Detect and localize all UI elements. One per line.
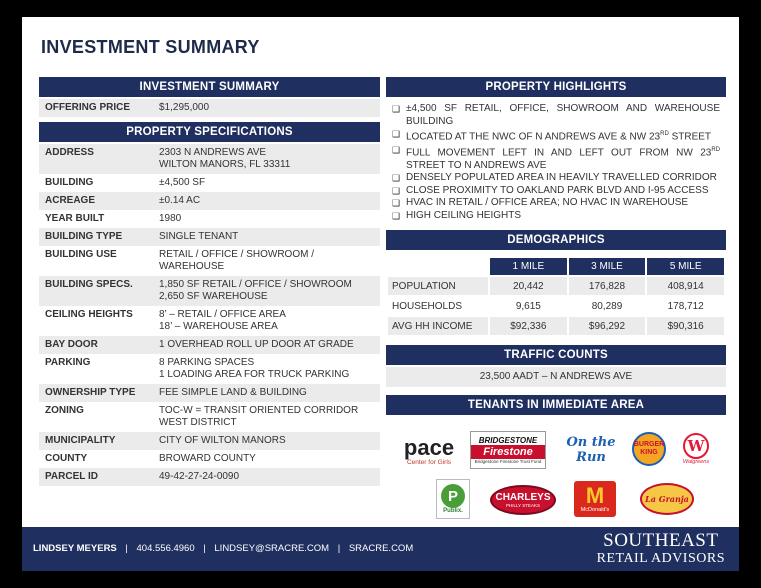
demographics-header: DEMOGRAPHICS (386, 230, 726, 250)
table-row (39, 384, 380, 402)
firestone-wordmark: Firestone (471, 445, 545, 459)
tenant-logos (386, 415, 726, 525)
publix-logo (436, 479, 470, 519)
property-specifications-header: PROPERTY SPECIFICATIONS (39, 122, 380, 142)
highlight-text: LOCATED AT THE NWC OF N ANDREWS AVE & NW 23RD STREET (406, 131, 712, 143)
pace-wordmark: pace (403, 434, 455, 460)
demographics-corner (388, 258, 488, 275)
spec-label: MUNICIPALITY (45, 435, 116, 446)
table-row (39, 246, 380, 276)
demographics-table (386, 256, 726, 337)
spec-label: CEILING HEIGHTS (45, 309, 133, 320)
footer-contact (33, 543, 413, 554)
investment-summary-page (22, 17, 739, 571)
publix-mark: P (441, 484, 465, 508)
spec-value-line-1: 1 OVERHEAD ROLL UP DOOR AT GRADE (159, 339, 354, 350)
spec-value-line-1: BROWARD COUNTY (159, 453, 256, 464)
walgreens-mark: W (683, 433, 709, 459)
spec-label: ACREAGE (45, 195, 96, 206)
checkbox-bullet-icon: ❑ (392, 104, 401, 114)
spec-value-line-1: 8 PARKING SPACES (159, 357, 255, 368)
table-row (39, 276, 380, 306)
brand-line-2: RETAIL ADVISORS (596, 551, 725, 566)
spec-value-line-2: 1 LOADING AREA FOR TRUCK PARKING (159, 369, 350, 380)
list-item (392, 185, 720, 198)
pace-logo (394, 431, 464, 471)
spec-table (39, 144, 380, 486)
spec-value (151, 306, 380, 336)
spec-value-line-1: SINGLE TENANT (159, 231, 239, 242)
burger-king-word-2: KING (640, 449, 658, 457)
demographics-col-1: 1 MILE (490, 258, 567, 275)
firestone-subtitle: Bridgestone Firestone Trust Fund (474, 459, 542, 465)
on-the-run-logo (556, 435, 626, 465)
spec-value-line-2: 18’ – WAREHOUSE AREA (159, 321, 278, 332)
property-highlights-header: PROPERTY HIGHLIGHTS (386, 77, 726, 97)
spec-value (151, 468, 380, 486)
population-label: POPULATION (388, 277, 488, 295)
southeast-retail-advisors-logo (597, 531, 725, 567)
highlight-text: DENSELY POPULATED AREA IN HEAVILY TRAVELLED CORRIDOR (406, 172, 717, 184)
table-row (39, 192, 380, 210)
spec-value (151, 432, 380, 450)
income-3mile: $96,292 (569, 317, 646, 335)
table-row (39, 336, 380, 354)
spec-value-line-1: FEE SIMPLE LAND & BUILDING (159, 387, 307, 398)
highlights-list (386, 97, 726, 224)
publix-wordmark: Publix. (443, 508, 463, 515)
footer-divider: | (203, 543, 206, 554)
walgreens-wordmark: Walgreens (682, 459, 710, 466)
agent-name: LINDSEY MEYERS (33, 543, 117, 554)
traffic-counts-header: TRAFFIC COUNTS (386, 345, 726, 365)
list-item (392, 172, 720, 185)
checkbox-bullet-icon: ❑ (392, 210, 401, 221)
offering-price-row (39, 99, 380, 117)
spec-value-line-1: 49-42-27-24-0090 (159, 471, 240, 482)
spec-value-line-1: 1980 (159, 213, 182, 224)
highlight-text: ±4,500 SF RETAIL, OFFICE, SHOWROOM AND WAREHOUSE BUILDING (406, 103, 720, 127)
on-the-run-wordmark: On the Run (566, 435, 616, 466)
spec-label: BUILDING TYPE (45, 231, 123, 242)
income-label: AVG HH INCOME (388, 317, 488, 335)
website-link[interactable]: SRACRE.COM (348, 543, 414, 554)
spec-value (151, 402, 380, 432)
highlight-text: FULL MOVEMENT LEFT IN AND LEFT OUT FROM NW 23RD STREET TO N ANDREWS AVE (406, 146, 720, 171)
spec-label: OWNERSHIP TYPE (45, 387, 136, 398)
spec-value-line-2: WAREHOUSE (159, 261, 225, 272)
spec-value-line-1: 2303 N ANDREWS AVE (159, 147, 267, 158)
table-row (388, 297, 724, 315)
spec-value-line-2: WILTON MANORS, FL 33311 (159, 159, 291, 170)
spec-label: BUILDING (45, 177, 94, 188)
households-label: HOUSEHOLDS (392, 300, 463, 312)
spec-label: ZONING (45, 405, 84, 416)
households-3mile: 80,289 (591, 300, 623, 312)
investment-summary-header: INVESTMENT SUMMARY (39, 77, 380, 97)
table-row (39, 174, 380, 192)
tenants-header: TENANTS IN IMMEDIATE AREA (386, 395, 726, 415)
spec-value (151, 276, 380, 306)
spec-label: ADDRESS (45, 147, 94, 158)
page-title: INVESTMENT SUMMARY (41, 37, 260, 57)
agent-email-link[interactable]: LINDSEY@SRACRE.COM (214, 543, 330, 554)
burger-king-word-1: BURGER (633, 441, 665, 449)
demographics-col-2: 3 MILE (569, 258, 646, 275)
spec-value-line-2: 2,650 SF WAREHOUSE (159, 291, 268, 302)
list-item (392, 197, 720, 210)
spec-value (151, 384, 380, 402)
pace-subtitle: Center for Girls (406, 458, 452, 466)
table-row (39, 354, 380, 384)
table-row (39, 144, 380, 174)
spec-label: PARKING (45, 357, 91, 368)
highlight-text: HVAC IN RETAIL / OFFICE AREA; NO HVAC IN WAREHOUSE (406, 197, 689, 209)
walgreens-logo (674, 429, 718, 469)
charleys-logo (490, 485, 556, 515)
spec-value (151, 336, 380, 354)
bridgestone-wordmark: BRIDGESTONE (478, 436, 538, 446)
right-column (386, 77, 726, 525)
spec-value (151, 192, 380, 210)
charleys-subtitle: PHILLY STEAKS (505, 503, 541, 509)
spec-value (151, 144, 380, 174)
footer (22, 527, 739, 571)
spec-value (151, 450, 380, 468)
checkbox-bullet-icon: ❑ (392, 185, 401, 196)
list-item (392, 128, 720, 144)
burger-king-logo (632, 432, 666, 466)
households-1mile: 9,615 (515, 300, 541, 312)
offering-price-value: $1,295,000 (159, 102, 210, 113)
population-1mile: 20,442 (490, 277, 567, 295)
income-5mile: $90,316 (647, 317, 724, 335)
table-row (39, 468, 380, 486)
table-row (39, 228, 380, 246)
mcdonalds-mark: M (585, 483, 605, 509)
spec-value (151, 246, 380, 276)
households-5mile: 178,712 (667, 300, 704, 312)
income-1mile: $92,336 (490, 317, 567, 335)
population-5mile: 408,914 (647, 277, 724, 295)
la-granja-logo (640, 483, 694, 515)
demographics-col-3: 5 MILE (647, 258, 724, 275)
offering-price-label: OFFERING PRICE (45, 102, 131, 113)
footer-divider: | (337, 543, 341, 554)
table-row (39, 432, 380, 450)
table-row (39, 306, 380, 336)
agent-phone[interactable]: 404.556.4960 (136, 543, 195, 554)
table-row (388, 317, 724, 335)
spec-value-line-2: WEST DISTRICT (159, 417, 237, 428)
table-row (39, 402, 380, 432)
highlight-text: HIGH CEILING HEIGHTS (406, 209, 522, 221)
spec-label: BAY DOOR (45, 339, 98, 350)
table-row (388, 277, 724, 295)
checkbox-bullet-icon: ❑ (392, 198, 401, 209)
mcdonalds-wordmark: McDonald's (580, 507, 610, 514)
spec-label: COUNTY (45, 453, 88, 464)
spec-label: PARCEL ID (45, 471, 98, 482)
mcdonalds-logo (574, 481, 616, 517)
spec-label: BUILDING USE (45, 249, 117, 260)
checkbox-bullet-icon: ❑ (392, 144, 401, 155)
bridgestone-firestone-logo (470, 431, 546, 469)
spec-value-line-1: 1,850 SF RETAIL / OFFICE / SHOWROOM (159, 279, 352, 290)
spec-value-line-1: RETAIL / OFFICE / SHOWROOM / (159, 249, 315, 260)
table-row (39, 210, 380, 228)
traffic-count-value: 23,500 AADT – N ANDREWS AVE (386, 367, 726, 387)
spec-value (151, 354, 380, 384)
checkbox-bullet-icon: ❑ (392, 129, 401, 139)
spec-value-line-1: TOC-W = TRANSIT ORIENTED CORRIDOR (159, 405, 359, 416)
brand-line-1: SOUTHEAST (603, 530, 719, 551)
la-granja-wordmark: La Granja (645, 494, 689, 505)
spec-value-line-1: 8’ – RETAIL / OFFICE AREA (159, 309, 286, 320)
spec-label: BUILDING SPECS. (45, 279, 133, 290)
charleys-wordmark: CHARLEYS (495, 492, 551, 504)
spec-value-line-1: ±4,500 SF (159, 177, 206, 188)
population-3mile: 176,828 (569, 277, 646, 295)
table-row (39, 450, 380, 468)
left-column (39, 77, 380, 486)
footer-divider: | (125, 543, 128, 554)
checkbox-bullet-icon: ❑ (392, 173, 401, 184)
list-item (392, 103, 720, 128)
spec-value-line-1: ±0.14 AC (159, 195, 201, 206)
spec-value-line-1: CITY OF WILTON MANORS (159, 435, 286, 446)
list-item (392, 210, 720, 223)
spec-value (151, 210, 380, 228)
spec-value (151, 228, 380, 246)
list-item (392, 144, 720, 172)
spec-label: YEAR BUILT (45, 213, 105, 224)
spec-value (151, 174, 380, 192)
highlight-text: CLOSE PROXIMITY TO OAKLAND PARK BLVD AND I-95 ACCESS (406, 184, 709, 196)
